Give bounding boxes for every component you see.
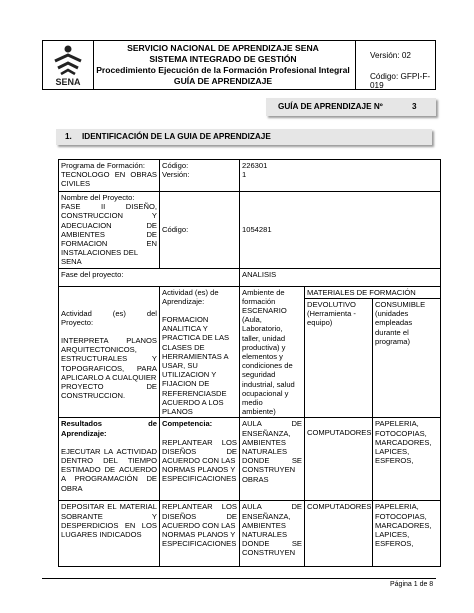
aprendizaje-line: FORMACION xyxy=(162,315,209,325)
competencia-line: ESPECIFICACIONES xyxy=(162,474,237,484)
aula-line: AMBIENTES xyxy=(242,437,286,447)
depositar-word: EN xyxy=(124,520,136,530)
ambiente-line: medio xyxy=(242,398,263,408)
resultados-word: TIEMPO xyxy=(127,456,157,466)
actividad-text-line: ARQUITECTONICOS, xyxy=(61,345,137,355)
logo-cell xyxy=(43,41,94,89)
competencia-word: REPLANTEAR xyxy=(162,437,213,447)
resultados-word: ACTIVIDAD xyxy=(116,446,157,456)
actividad-label-word: Actividad xyxy=(61,308,92,318)
aula-word: AULA xyxy=(242,502,262,512)
header-title-line-2: SISTEMA INTEGRADO DE GESTIÓN xyxy=(149,54,297,64)
aprendizaje-line: PRACTICA DE LAS xyxy=(162,333,230,343)
actividad-text-word: PLANOS xyxy=(126,336,157,346)
aula-line: NATURALES xyxy=(242,530,288,540)
consumible-value: MARCADORES, xyxy=(375,437,432,447)
guide-number-value: 3 xyxy=(412,102,417,111)
depositar-word: LOS xyxy=(141,520,157,530)
competencia-word: DE xyxy=(226,446,237,456)
proyecto-label-last: INSTALACIONES DEL SENA xyxy=(61,248,138,267)
resultados-word: A xyxy=(61,474,67,484)
document-header xyxy=(42,40,436,90)
table-row-resultados xyxy=(59,418,441,501)
page-number: Página 1 de 8 xyxy=(390,581,434,588)
aula-line: OBRAS xyxy=(242,474,269,484)
consumible-header: (unidades xyxy=(375,309,409,319)
consumible-header: empleadas xyxy=(375,318,413,328)
proyecto-word: Y xyxy=(151,211,157,221)
devolutivo-header-cell xyxy=(305,298,373,418)
actividad-text-word: ESTRUCTURALES xyxy=(61,354,128,364)
proyecto-codigo-label-cell xyxy=(160,192,240,269)
depositar-word: DEPOSITAR xyxy=(61,502,105,512)
depositar-consumible-cell xyxy=(373,501,441,567)
proyecto-word: DE xyxy=(146,220,157,230)
actividad-text-word: Y xyxy=(151,354,157,364)
resultados-aula-cell xyxy=(240,418,305,501)
proyecto-word: ADECUACION xyxy=(61,220,112,230)
devolutivo-header: DEVOLUTIVO xyxy=(307,299,356,309)
competencia-word: LOS xyxy=(221,502,237,512)
table-row-fase xyxy=(59,268,441,286)
ambiente-line: elementos y xyxy=(242,352,283,362)
resultados-label-word: Resultados xyxy=(61,419,102,429)
aula-word: DE xyxy=(291,502,302,512)
resultados-consumible-cell xyxy=(373,418,441,501)
consumible-header: durante el xyxy=(375,327,409,337)
competencia-line: ACUERDO CON LAS xyxy=(162,520,236,530)
header-title-line-1: SERVICIO NACIONAL DE APRENDIZAJE SENA xyxy=(127,43,319,53)
resultados-devolutivo-cell xyxy=(305,418,373,501)
aprendizaje-line: ANALITICA Y xyxy=(162,324,208,334)
competencia-word: DISEÑOS xyxy=(162,446,197,456)
header-title-line-4: GUÍA DE APRENDIZAJE xyxy=(173,76,273,86)
proyecto-word: CONSTRUCCION xyxy=(61,211,124,221)
programa-word-1: TECNOLOGO xyxy=(61,170,110,180)
proyecto-word: AMBIENTES xyxy=(61,229,105,239)
consumible-value: FOTOCOPIAS, xyxy=(375,428,427,438)
aprendizaje-line: USAR, SU xyxy=(162,361,198,371)
ambiente-line: productiva) y xyxy=(242,342,286,352)
proyecto-word: FORMACION xyxy=(61,239,108,249)
actividad-text-word: DE xyxy=(146,382,157,392)
resultados-cell xyxy=(59,418,160,501)
proyecto-label-cell xyxy=(59,192,160,269)
depositar-word: Y xyxy=(151,511,157,521)
competencia-line: NORMAS PLANOS Y xyxy=(162,465,236,475)
table-row-programa xyxy=(59,160,441,192)
actividad-label-word: (es) xyxy=(112,308,126,318)
fase-value-cell xyxy=(240,268,441,286)
resultados-line: OBRA xyxy=(61,483,83,493)
actividad-text-line: CONSTRUCCION. xyxy=(61,391,126,401)
materiales-title-cell xyxy=(305,286,441,298)
header-meta-cell xyxy=(355,41,436,89)
actividad-text-word: PROYECTO xyxy=(61,382,104,392)
aprendizaje-label: Actividad (es) de xyxy=(162,287,219,297)
aprendizaje-line: UTILIZACION Y xyxy=(162,370,217,380)
aula-word: AULA xyxy=(242,419,262,429)
consumible-value: FOTOCOPIAS, xyxy=(375,511,427,521)
consumible-header: CONSUMIBLE xyxy=(375,299,426,309)
consumible-header: programa) xyxy=(375,336,411,346)
resultados-word: ACUERDO xyxy=(119,465,157,475)
materiales-title: MATERIALES DE FORMACIÓN xyxy=(307,287,416,297)
programa-label-cell xyxy=(59,160,160,192)
resultados-word: LA xyxy=(103,446,114,456)
header-title-block xyxy=(94,43,352,87)
logo-text: SENA xyxy=(55,77,81,87)
competencia-line: NORMAS PLANOS Y xyxy=(162,530,236,540)
programa-version-label: Versión: xyxy=(162,170,190,180)
resultados-competencia-cell xyxy=(160,418,240,501)
actividad-text-word: PARA xyxy=(136,363,157,373)
proyecto-codigo-value-cell xyxy=(240,192,441,269)
competencia-word: REPLANTEAR xyxy=(162,502,213,512)
ambiente-line: ambiente) xyxy=(242,407,276,417)
competencia-word: LOS xyxy=(221,437,237,447)
footer-rule xyxy=(42,578,436,579)
actividad-text-line: APLICARLO A CUALQUIER xyxy=(61,372,157,382)
programa-word-3: OBRAS xyxy=(130,170,157,180)
resultados-word: DE xyxy=(146,474,157,484)
table-row-actividad-top xyxy=(59,286,441,298)
actividad-text-word: TOPOGRAFICOS, xyxy=(61,363,125,373)
programa-codigo-label-cell xyxy=(160,160,240,192)
consumible-header-cell xyxy=(373,298,441,418)
fase-label-cell xyxy=(59,268,240,286)
actividad-proyecto-cell xyxy=(59,286,160,418)
devolutivo-value: COMPUTADORES xyxy=(307,428,372,438)
ambiente-line: seguridad xyxy=(242,370,276,380)
version-label: Versión: 02 xyxy=(370,51,411,60)
code-label: Código: GFPI-F-019 xyxy=(370,72,431,90)
aula-line: ENSEÑANZA, xyxy=(242,428,291,438)
proyecto-label: Nombre del Proyecto: xyxy=(61,193,135,202)
devolutivo-value: COMPUTADORES xyxy=(307,502,372,512)
actividad-aprendizaje-cell xyxy=(160,286,240,418)
actividad-ambiente-cell xyxy=(240,286,305,418)
aprendizaje-line: FIJACION DE xyxy=(162,379,210,389)
aula-word: SE xyxy=(291,456,302,466)
ambiente-line: industrial, salud xyxy=(242,379,295,389)
competencia-line: ESPECIFICACIONES xyxy=(162,539,237,549)
consumible-value: LAPICES, xyxy=(375,530,410,540)
ambiente-line: Ambiente de xyxy=(242,287,285,297)
ambiente-line: formación xyxy=(242,296,276,306)
ambiente-line: (Aula, xyxy=(242,315,262,325)
guide-number-label: GUÍA DE APRENDIZAJE Nº xyxy=(278,102,383,111)
aprendizaje-line: PLANOS xyxy=(162,407,193,417)
table-row-proyecto xyxy=(59,192,441,269)
proyecto-word: DISEÑO, xyxy=(125,202,157,212)
aula-line: CONSTRUYEN xyxy=(242,548,296,558)
resultados-word: DEL xyxy=(103,456,118,466)
devolutivo-header: (Herramienta - xyxy=(307,309,356,319)
aula-word: DONDE xyxy=(242,456,270,466)
devolutivo-header: equipo) xyxy=(307,318,333,328)
proyecto-codigo-label: Código: xyxy=(162,225,189,235)
aula-line: AMBIENTES xyxy=(242,520,286,530)
resultados-word: ESTIMADO xyxy=(61,465,101,475)
consumible-value: PAPELERIA, xyxy=(375,502,419,512)
aprendizaje-line: HERRAMIENTAS A xyxy=(162,351,229,361)
resultados-label-word: de xyxy=(148,419,157,429)
aprendizaje-line: ACUERDO A LOS xyxy=(162,397,224,407)
resultados-word: PROGRAMACIÓN xyxy=(74,474,138,484)
depositar-devolutivo-cell xyxy=(305,501,373,567)
sena-logo-icon xyxy=(43,41,93,89)
aprendizaje-line: REFERENCIASDE xyxy=(162,388,227,398)
ambiente-line: ESCENARIO xyxy=(242,306,287,316)
programa-values-cell xyxy=(240,160,441,192)
actividad-label-word: del xyxy=(146,308,157,318)
aula-word: DONDE xyxy=(242,539,270,549)
aula-word: SE xyxy=(291,539,302,549)
resultados-word: EJECUTAR xyxy=(61,446,101,456)
consumible-value: ESFEROS, xyxy=(375,456,414,466)
depositar-aula-cell xyxy=(240,501,305,567)
aprendizaje-label: Aprendizaje: xyxy=(162,296,205,306)
proyecto-codigo-value: 1054281 xyxy=(242,225,272,235)
aula-word: DE xyxy=(291,419,302,429)
programa-label: Programa de Formación: xyxy=(61,161,145,170)
consumible-value: ESFEROS, xyxy=(375,539,414,549)
actividad-label-last: Proyecto: xyxy=(61,317,94,327)
consumible-value: MARCADORES, xyxy=(375,520,432,530)
competencia-word: DISEÑOS xyxy=(162,511,197,521)
depositar-line: LUGARES INDICADOS xyxy=(61,530,142,540)
competencia-line: ACUERDO CON LAS xyxy=(162,456,236,466)
fase-label: Fase del proyecto: xyxy=(61,269,124,279)
fase-value: ANALISIS xyxy=(242,269,277,279)
depositar-word: SOBRANTE xyxy=(61,511,103,521)
depositar-word: EL xyxy=(107,502,117,512)
aprendizaje-line: CLASES DE xyxy=(162,342,205,352)
depositar-cell xyxy=(59,501,160,567)
ambiente-line: taller, unidad xyxy=(242,333,286,343)
resultados-word: DENTRO xyxy=(61,456,94,466)
programa-version-value: 1 xyxy=(242,170,247,180)
programa-word-2: EN xyxy=(114,170,126,180)
proyecto-word: II xyxy=(100,202,106,212)
competencia-label: Competencia: xyxy=(162,419,213,429)
programa-codigo-label: Código: xyxy=(162,161,189,170)
ambiente-line: condiciones de xyxy=(242,361,293,371)
proyecto-word: EN xyxy=(146,239,157,249)
ambiente-line: ocupacional y xyxy=(242,388,289,398)
resultados-label-line: Aprendizaje: xyxy=(61,428,107,438)
programa-label-last: CIVILES xyxy=(61,179,91,189)
section-title-bar xyxy=(56,129,432,145)
table-row-depositar xyxy=(59,501,441,567)
aula-line: ENSEÑANZA, xyxy=(242,511,291,521)
depositar-word: MATERIAL xyxy=(119,502,157,512)
section-number: 1. xyxy=(65,132,72,141)
section-title: IDENTIFICACIÓN DE LA GUIA DE APRENDIZAJE xyxy=(82,132,271,141)
identification-table xyxy=(58,159,441,567)
depositar-word: DESPERDICIOS xyxy=(61,520,119,530)
programa-codigo-value: 226301 xyxy=(242,161,268,170)
consumible-value: PAPELERIA, xyxy=(375,419,419,429)
aula-line: NATURALES xyxy=(242,447,288,457)
aula-line: CONSTRUYEN xyxy=(242,465,296,475)
depositar-competencia-cell xyxy=(160,501,240,567)
consumible-value: LAPICES, xyxy=(375,447,410,457)
competencia-word: DE xyxy=(226,511,237,521)
proyecto-word: FASE xyxy=(61,202,81,212)
proyecto-word: DE xyxy=(146,229,157,239)
resultados-word: DE xyxy=(104,465,116,475)
header-title-line-3: Procedimiento Ejecución de la Formación Profesional Integral xyxy=(96,65,350,75)
ambiente-line: Laboratorio, xyxy=(242,324,283,334)
guide-number-box xyxy=(266,98,436,116)
actividad-text-word: INTERPRETA xyxy=(61,336,109,346)
